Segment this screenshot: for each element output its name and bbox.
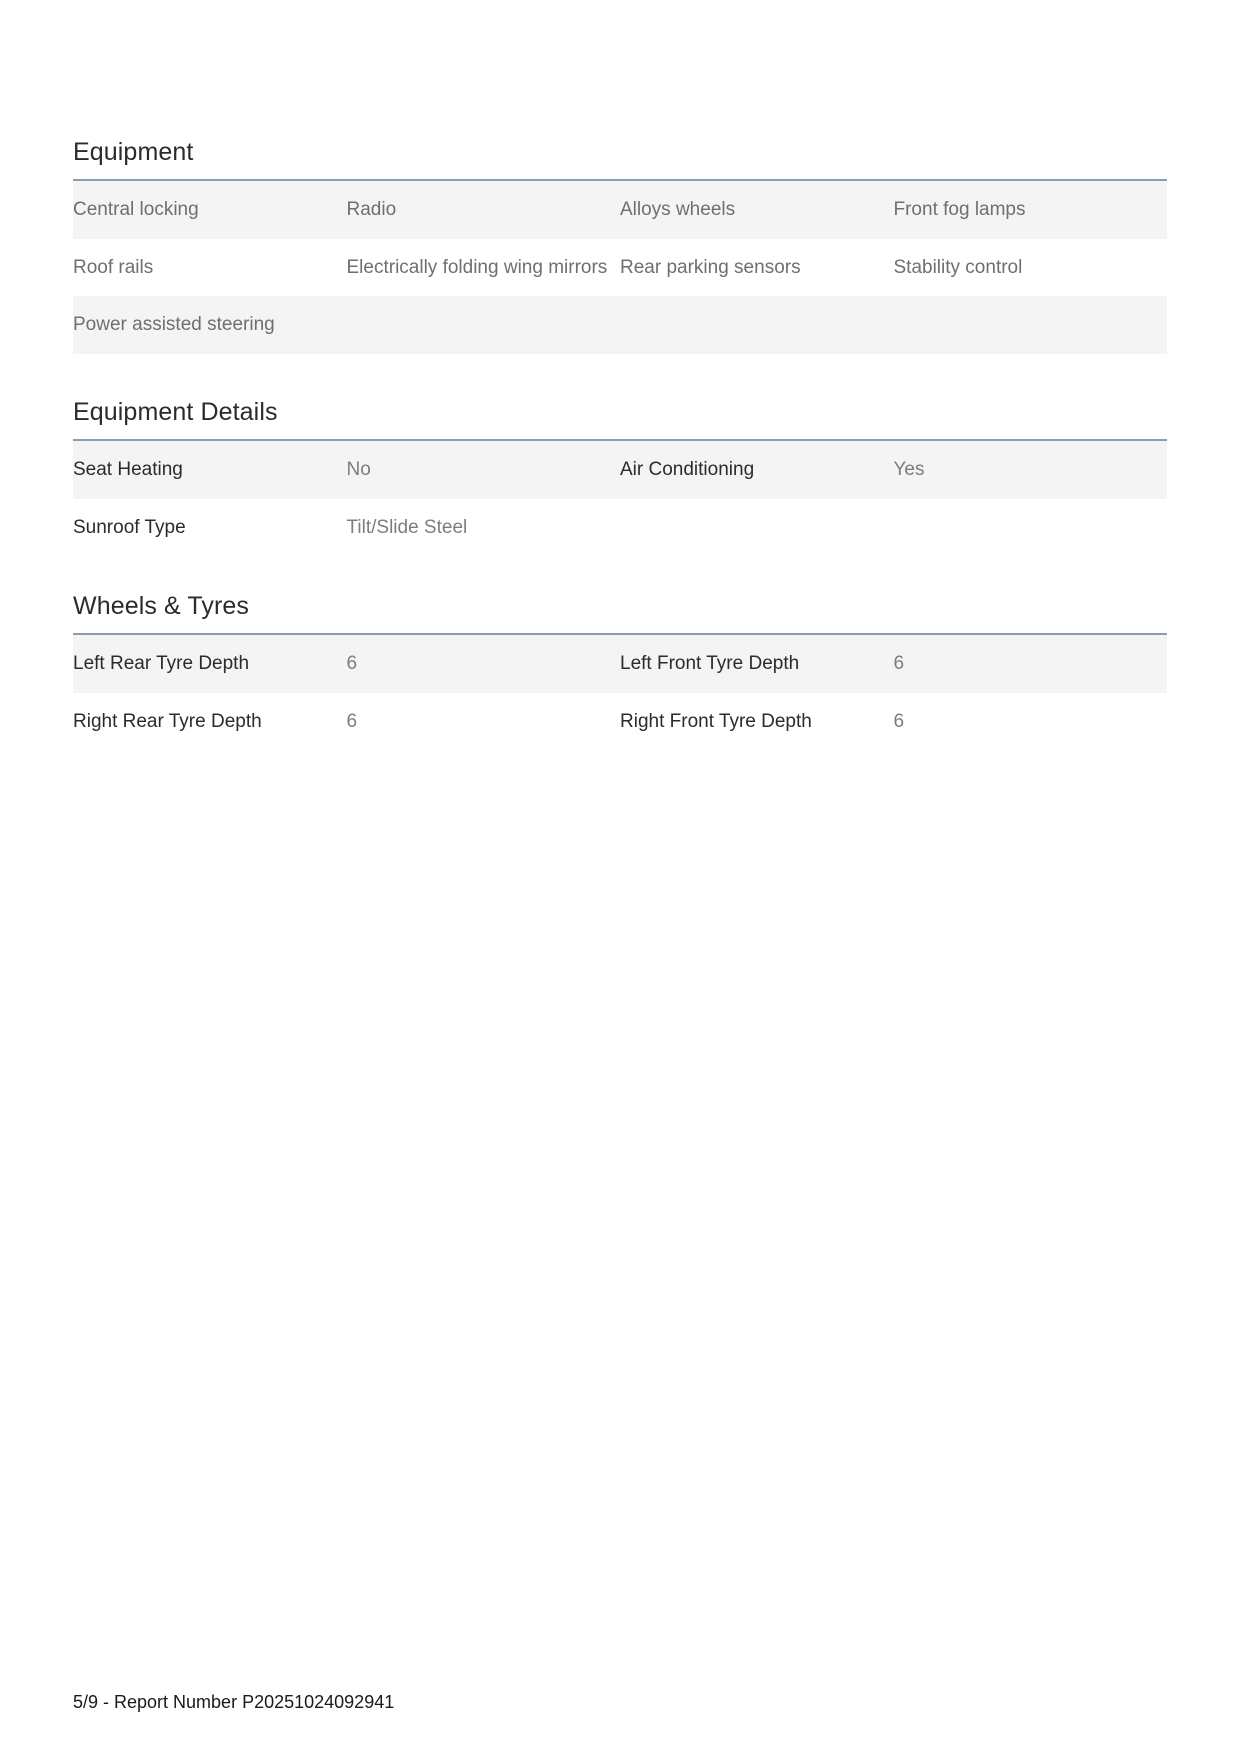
equipment-item [894, 296, 1168, 354]
table-row [73, 296, 1167, 354]
detail-value: 6 [893, 710, 905, 732]
equipment-item: Radio [347, 181, 621, 239]
equipment-item: Roof rails [73, 256, 154, 278]
equipment-item: Electrically folding wing mirrors [346, 256, 608, 278]
page-footer: 5/9 - Report Number P20251024092941 [73, 1692, 395, 1712]
section-spacer [73, 556, 1167, 592]
table-row [73, 239, 1167, 297]
detail-label: Sunroof Type [73, 516, 186, 538]
table-row [73, 181, 1167, 239]
equipment-item: Stability control [893, 256, 1023, 278]
section-equipment-details [73, 398, 1167, 556]
detail-value: Yes [894, 441, 1168, 499]
equipment-table [73, 181, 1167, 354]
detail-value: No [347, 441, 621, 499]
detail-value: 6 [894, 635, 1168, 693]
table-row [73, 635, 1167, 693]
section-title-equipment: Equipment [73, 138, 194, 166]
table-row [73, 441, 1167, 499]
detail-label: Right Rear Tyre Depth [73, 710, 262, 732]
detail-label: Right Front Tyre Depth [620, 710, 812, 732]
detail-value: 6 [346, 710, 358, 732]
section-wheels-tyres [73, 592, 1167, 750]
section-title-wheels-tyres: Wheels & Tyres [73, 592, 249, 621]
detail-value: Tilt/Slide Steel [346, 516, 468, 538]
table-row [73, 499, 1167, 557]
detail-label: Seat Heating [73, 441, 347, 499]
document-page [73, 0, 1167, 1755]
equipment-item: Rear parking sensors [620, 256, 801, 278]
detail-label: Left Rear Tyre Depth [73, 635, 347, 693]
page-top-spacer [73, 0, 1167, 138]
equipment-item: Central locking [73, 181, 347, 239]
equipment-item [347, 296, 621, 354]
equipment-item: Power assisted steering [73, 296, 347, 354]
detail-value: 6 [347, 635, 621, 693]
section-equipment [73, 138, 1167, 354]
equipment-details-table [73, 441, 1167, 556]
equipment-item [620, 296, 894, 354]
section-spacer [73, 354, 1167, 398]
detail-label: Air Conditioning [620, 441, 894, 499]
equipment-item: Alloys wheels [620, 181, 894, 239]
table-row [73, 693, 1167, 751]
equipment-item: Front fog lamps [894, 181, 1168, 239]
detail-value [894, 499, 1168, 557]
detail-label [620, 499, 894, 557]
section-title-equipment-details: Equipment Details [73, 397, 278, 426]
wheels-tyres-table [73, 635, 1167, 750]
detail-label: Left Front Tyre Depth [620, 635, 894, 693]
